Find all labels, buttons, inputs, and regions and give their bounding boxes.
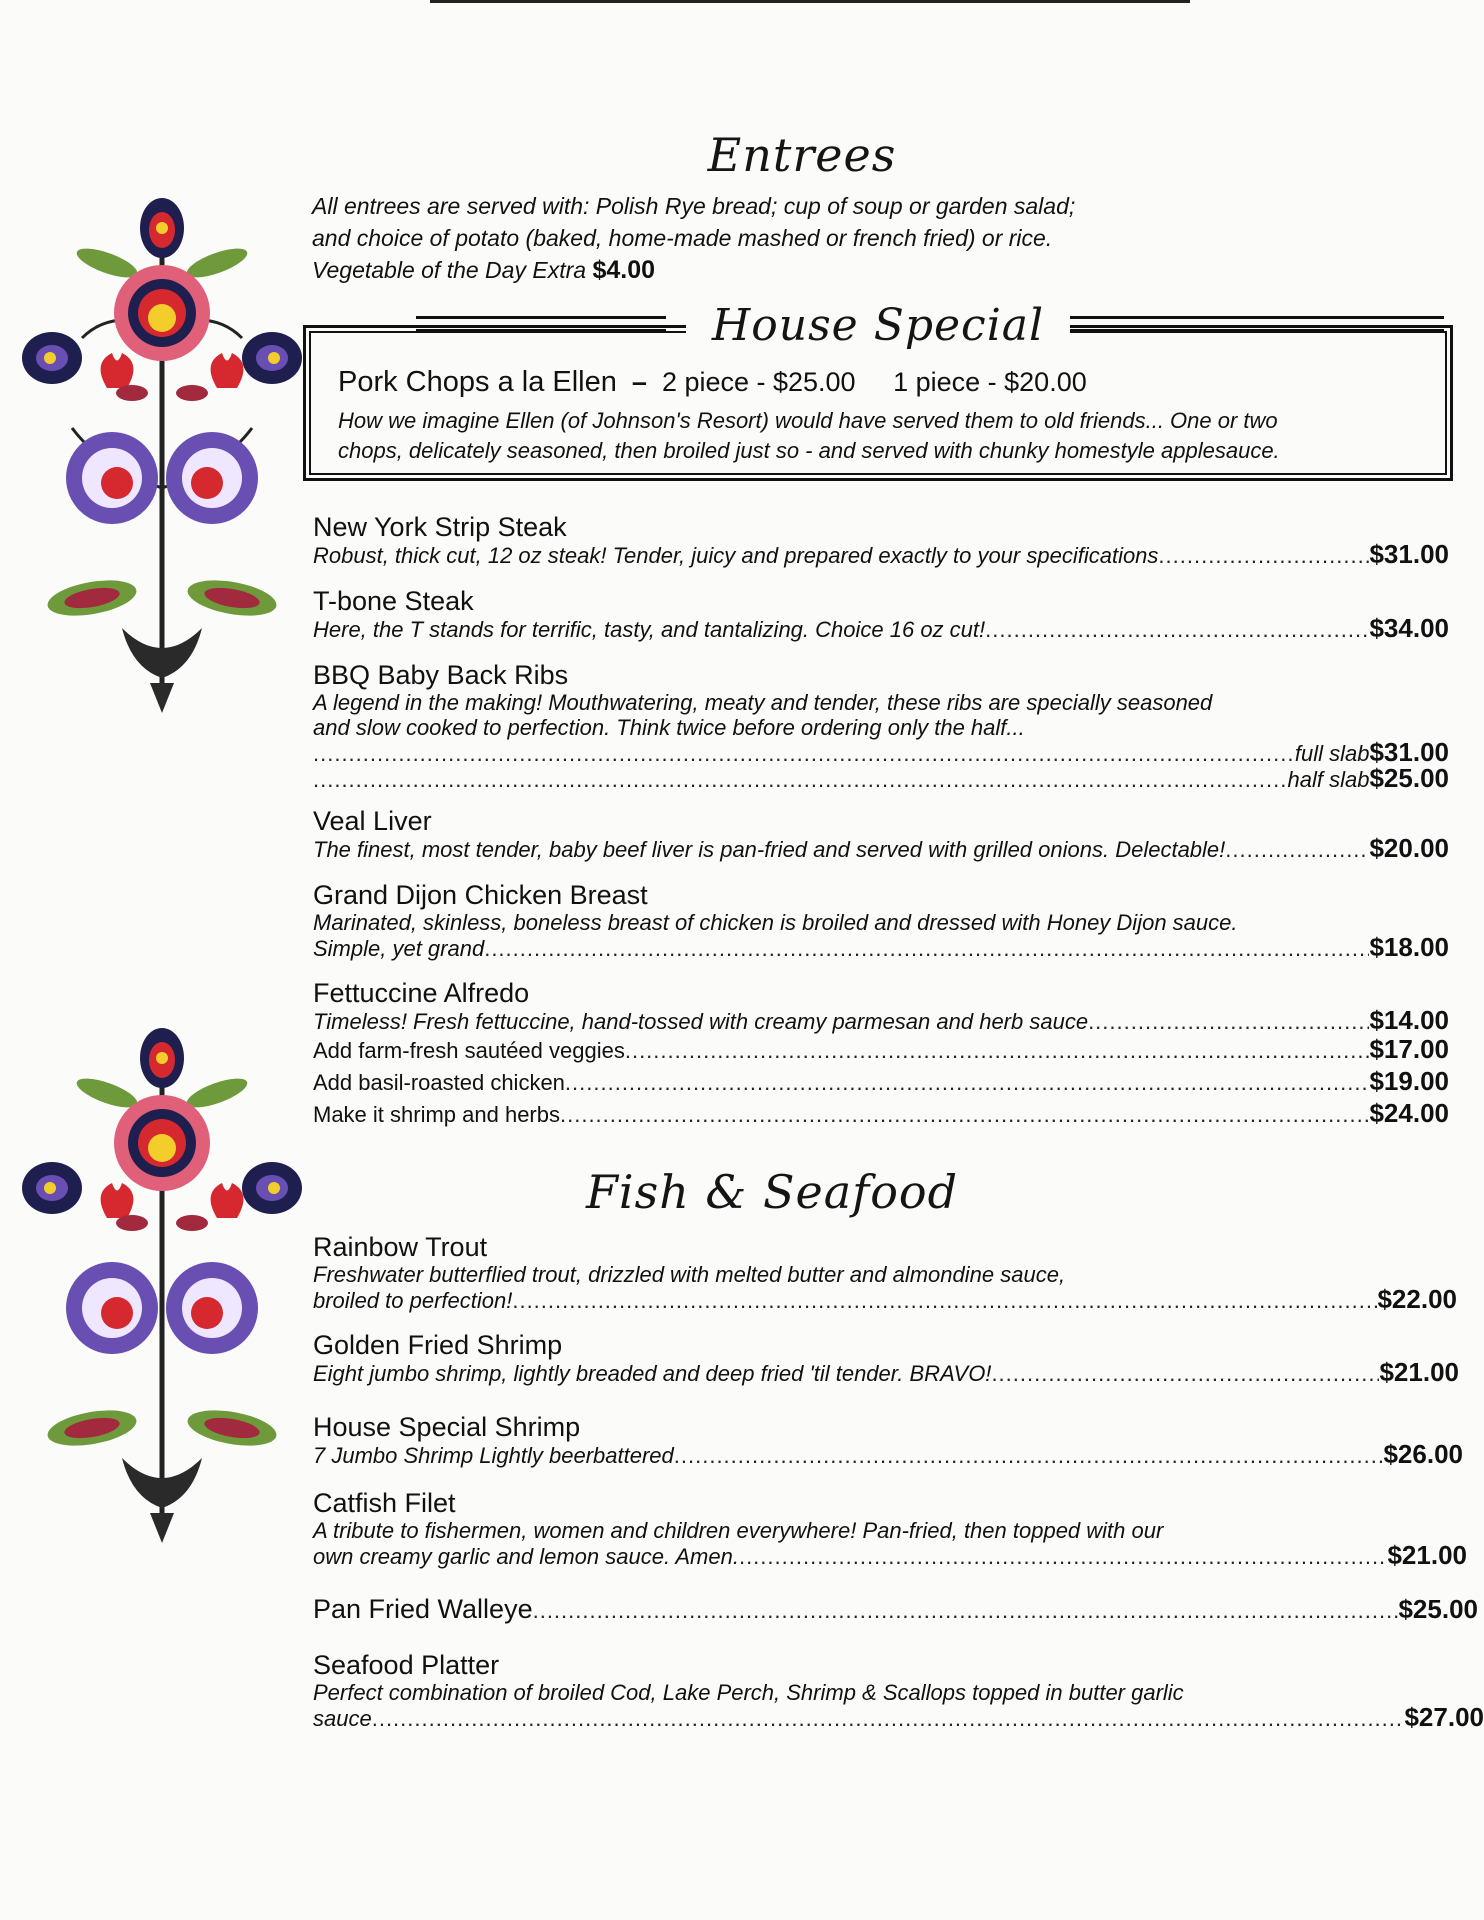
entrees-heading: Entrees [707,128,897,182]
house-special-option-1piece: 1 piece - $20.00 [893,367,1087,397]
menu-item-rainbow-trout [313,1232,1457,1313]
item-price: $14.00 [1369,1005,1449,1035]
item-name: Rainbow Trout [313,1232,488,1262]
addon-price: $24.00 [1369,1098,1449,1128]
vegetable-extra-price: $4.00 [592,256,655,284]
item-desc: A legend in the making! Mouthwatering, meaty and tender, these ribs are specially seasoned [313,690,1213,715]
menu-item-bbq-ribs [313,660,1449,792]
leader-dots [991,1361,1379,1386]
item-price: $25.00 [1398,1594,1478,1624]
item-desc-line [313,1284,1457,1314]
addon-line [313,1098,1449,1130]
item-desc: Robust, thick cut, 12 oz steak! Tender, juicy and prepared exactly to your specifications [313,543,1159,568]
house-special-dash: – [631,367,647,397]
item-desc: Perfect combination of broiled Cod, Lake Perch, Shrimp & Scallops topped in butter garlic [313,1680,1184,1705]
house-special-heading: House Special [686,300,1070,351]
menu-item-house-shrimp [313,1412,1463,1468]
item-desc: and slow cooked to perfection. Think twice before ordering only the half... [313,715,1025,740]
item-desc: Marinated, skinless, boneless breast of chicken is broiled and dressed with Honey Dijon sauce. [313,910,1238,935]
top-rule [430,0,1190,3]
leader-dots [313,741,1295,766]
menu-item-golden-shrimp [313,1330,1459,1386]
leader-dots [533,1598,1399,1623]
item-desc: sauce [313,1706,372,1731]
item-desc-line [313,1005,1449,1035]
item-name: Seafood Platter [313,1650,500,1680]
leader-dots [1158,543,1369,568]
item-desc: Timeless! Fresh fettuccine, hand-tossed with creamy parmesan and herb sauce [313,1009,1089,1034]
item-price: $34.00 [1369,613,1449,643]
description-line: chops, delicately seasoned, then broiled just so - and served with chunky homestyle applesauce. [338,438,1280,463]
item-desc-line [313,539,1449,569]
item-desc-line [313,932,1449,962]
menu-item-tbone [313,586,1449,642]
item-desc-line [313,1594,1478,1624]
item-desc-line [313,1357,1459,1387]
addon-label: Add basil-roasted chicken [313,1070,565,1095]
menu-item-catfish [313,1488,1467,1569]
item-name: Golden Fried Shrimp [313,1330,563,1360]
item-name: Catfish Filet [313,1488,456,1518]
description-line: How we imagine Ellen (of Johnson's Resort) would have served them to old friends... One or two [338,408,1278,433]
item-name: New York Strip Steak [313,512,567,542]
addon-price: $17.00 [1369,1034,1449,1064]
item-desc: own creamy garlic and lemon sauce. Amen. [313,1544,739,1569]
item-name: Fettuccine Alfredo [313,978,530,1008]
leader-dots [372,1706,1405,1731]
menu-item-ny-strip [313,512,1449,568]
entrees-intro [312,190,1192,286]
menu-item-fettuccine [313,978,1449,1130]
vegetable-extra [312,254,1192,286]
item-desc: Eight jumbo shrimp, lightly breaded and deep fried 'til tender. BRAVO! [313,1361,992,1386]
item-price: $21.00 [1387,1540,1467,1570]
leader-dots [1225,837,1369,862]
leader-dots [313,767,1288,792]
menu-item-seafood-platter [313,1650,1484,1731]
flower-icon [22,1028,302,1543]
leader-dots [674,1443,1384,1468]
flower-icon [22,198,302,713]
item-desc-line [313,613,1449,643]
item-price: $18.00 [1369,932,1449,962]
ribs-option-half [313,763,1449,793]
item-name: Pan Fried Walleye [313,1594,533,1624]
leader-dots [985,617,1369,642]
item-name: BBQ Baby Back Ribs [313,660,569,690]
addon-line [313,1034,1449,1066]
item-desc-line [313,1439,1463,1469]
item-desc: Simple, yet grand [313,936,485,961]
option-price: $31.00 [1369,737,1449,767]
option-price: $25.00 [1369,763,1449,793]
folk-flower-ornament-top [22,188,302,728]
vegetable-extra-label: Vegetable of the Day Extra [312,257,587,283]
item-desc: Here, the T stands for terrific, tasty, and tantalizing. Choice 16 oz cut! [313,617,986,642]
item-name: House Special Shrimp [313,1412,581,1442]
addon-label: Add farm-fresh sautéed veggies [313,1038,625,1063]
leader-dots [484,936,1369,961]
house-special-description [338,406,1418,466]
item-price: $27.00 [1404,1702,1484,1732]
leader-dots [739,1544,1388,1569]
menu-item-walleye [313,1594,1478,1624]
fish-seafood-heading: Fish & Seafood [585,1165,959,1219]
item-desc: 7 Jumbo Shrimp Lightly beerbattered [313,1443,674,1468]
leader-dots [1088,1009,1369,1034]
house-special-box [303,300,1453,481]
house-special-title-wrap [306,300,1450,351]
addon-line [313,1066,1449,1098]
leader-dots [560,1099,1369,1130]
ribs-option-full [313,737,1449,767]
house-special-name: Pork Chops a la Ellen [338,366,617,398]
house-special-option-2piece: 2 piece - $25.00 [661,367,856,397]
intro-line: and choice of potato (baked, home-made mashed or french fried) or rice. [312,225,1053,251]
item-desc-line [313,1702,1484,1732]
option-label: full slab [1294,741,1370,766]
addon-price: $19.00 [1369,1066,1449,1096]
item-desc: A tribute to fishermen, women and children everywhere! Pan-fried, then topped with our [313,1518,1164,1543]
folk-flower-ornament-bottom [22,1018,302,1558]
menu-item-veal-liver [313,806,1449,862]
house-special-item [338,366,1087,399]
item-price: $22.00 [1377,1284,1457,1314]
item-price: $31.00 [1369,539,1449,569]
leader-dots [625,1035,1370,1066]
item-name: T-bone Steak [313,586,474,616]
intro-line: All entrees are served with: Polish Rye bread; cup of soup or garden salad; [312,193,1076,219]
item-desc-line [313,1540,1467,1570]
item-desc-line [313,833,1449,863]
option-label: half slab [1287,767,1370,792]
item-desc: Freshwater butterflied trout, drizzled with melted butter and almondine sauce, [313,1262,1066,1287]
item-desc: The finest, most tender, baby beef liver is pan-fried and served with grilled onions. Delectable! [313,837,1226,862]
item-desc: broiled to perfection! [313,1288,513,1313]
leader-dots [565,1067,1370,1098]
item-name: Grand Dijon Chicken Breast [313,880,648,910]
addon-label: Make it shrimp and herbs [313,1102,560,1127]
item-price: $21.00 [1379,1357,1459,1387]
item-name: Veal Liver [313,806,432,836]
menu-item-dijon-chicken [313,880,1449,961]
item-price: $20.00 [1369,833,1449,863]
item-price: $26.00 [1383,1439,1463,1469]
leader-dots [512,1288,1377,1313]
